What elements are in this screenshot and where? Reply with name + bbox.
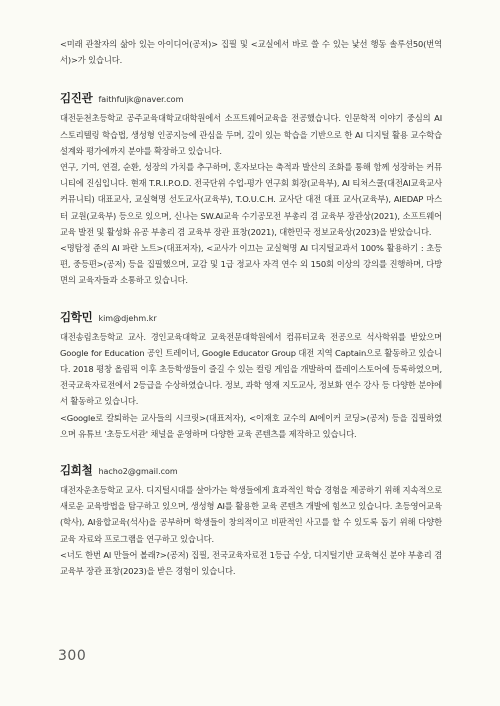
author-header bbox=[60, 309, 442, 325]
author-header bbox=[60, 462, 442, 478]
author-email: hacho2@gmail.com bbox=[98, 467, 178, 477]
author-bio-paragraph: <너도 한번 AI 만들어 볼래?>(공저) 집필, 전국교육자료전 1등급 수상, 디지털기반 교육혁신 분야 부총리 겸 교육부 장관 표창(2023)을 받은 경험이 있습니다. bbox=[60, 549, 442, 577]
author-name: 김학민 bbox=[60, 309, 93, 324]
page-number: 300 bbox=[58, 648, 87, 664]
author-email: kim@djehm.kr bbox=[98, 313, 157, 323]
author-bio-paragraph: 대전송림초등학교 교사. 경인교육대학교 교육전문대학원에서 컴퓨터교육 전공으로 석사학위를 받았으며 Google for Education 공인 트레이너, Google Educator Group 대전 지역 Captain으로 활동하고 있습니다. 2018 평창 올림픽 이후 초등학생들이 즐길 수 있는 컬링 게임을 개발하여 플레이스토어에 등록하였으며, 전국교육자료전에서 2등급을 수상하였습니다. 정보, 과학 영재 지도교사, 정보화 연수 강사 등 다양한 분야에서 활동하고 있습니다. bbox=[60, 331, 442, 407]
author-bio-paragraph: <Google로 칼퇴하는 교사들의 시크릿>(대표저자), <이재호 교수의 AI에이커 코딩>(공저) 등을 집필하였으며 유튜브 '초등도서관' 채널을 운영하며 다양한 교육 콘텐츠를 제작하고 있습니다. bbox=[60, 412, 442, 439]
author-section-3 bbox=[60, 462, 442, 579]
author-bio-paragraph: <명탐정 준의 AI 파란 노트>(대표저자), <교사가 이끄는 교실혁명 AI 디지털교과서 100% 활용하기 : 초등편, 중등편>(공저) 등을 집필했으며, 교감 및 1급 정교사 자격 연수 외 150회 이상의 강의를 진행하며, 다방면의 교육자들과 소통하고 있습니다. bbox=[60, 243, 442, 286]
author-bio-paragraph: 대전자운초등학교 교사. 디지털시대를 살아가는 학생들에게 효과적인 학습 경험을 제공하기 위해 지속적으로 새로운 교육방법을 탐구하고 있으며, 생성형 AI를 활용한 교육 콘텐츠 개발에 힘쓰고 있습니다. 초등영어교육(학사), AI융합교육(석사)을 공부하며 학생들이 창의적이고 비판적인 사고를 할 수 있도록 돕기 위해 다양한 교육 자료와 프로그램을 연구하고 있습니다. bbox=[60, 485, 442, 544]
author-name: 김희철 bbox=[60, 463, 93, 478]
author-email: faithfuljk@naver.com bbox=[98, 95, 184, 105]
author-bio-paragraph: 대전둔천초등학교 공주교육대학교대학원에서 소프트웨어교육을 전공했습니다. 인문학적 이야기 중심의 AI 스토리텔링 학습법, 생성형 인공지능에 관심을 두며, 깊이 있는 학습을 기반으로 한 AI 디지털 활용 교수학습 설계와 평가에까지 분야를 확장하고 있습니다. bbox=[60, 113, 442, 156]
author-bio-paragraph: 연구, 기여, 연결, 순환, 성장의 가치를 추구하며, 혼자보다는 축적과 발산의 조화를 통해 함께 성장하는 커뮤니티에 진심입니다. 현재 T.R.I.P.O.D. 전국단위 수업-평가 연구회 회장(교육부), AI 티처스쿨(대전AI교육교사 커뮤니티) 대표교사, 교실혁명 선도교사(교육부), T.O.U.C.H. 교사단 대전 대표 교사(교육부), AIEDAP 마스터 교원(교육부) 등으로 있으며, 신나는 SW.AI교육 수기공모전 부총리 겸 교육부 장관상(2021), 소프트웨어교육 발전 및 활성화 유공 부총리 겸 교육부 장관 표창(2021), 대한민국 정보교육상(2023)을 받았습니다. bbox=[60, 162, 442, 237]
author-name: 김진관 bbox=[60, 91, 93, 106]
page-content bbox=[60, 36, 442, 579]
author-section-2 bbox=[60, 309, 442, 442]
author-header bbox=[60, 90, 442, 106]
author-section-1 bbox=[60, 90, 442, 288]
intro-paragraph: <미래 관찰자의 삶아 있는 아이디어(공저)> 집필 및 <교실에서 바로 쓸 수 있는 낯선 행동 솔루션50(번역서)>가 있습니다. bbox=[60, 39, 442, 66]
